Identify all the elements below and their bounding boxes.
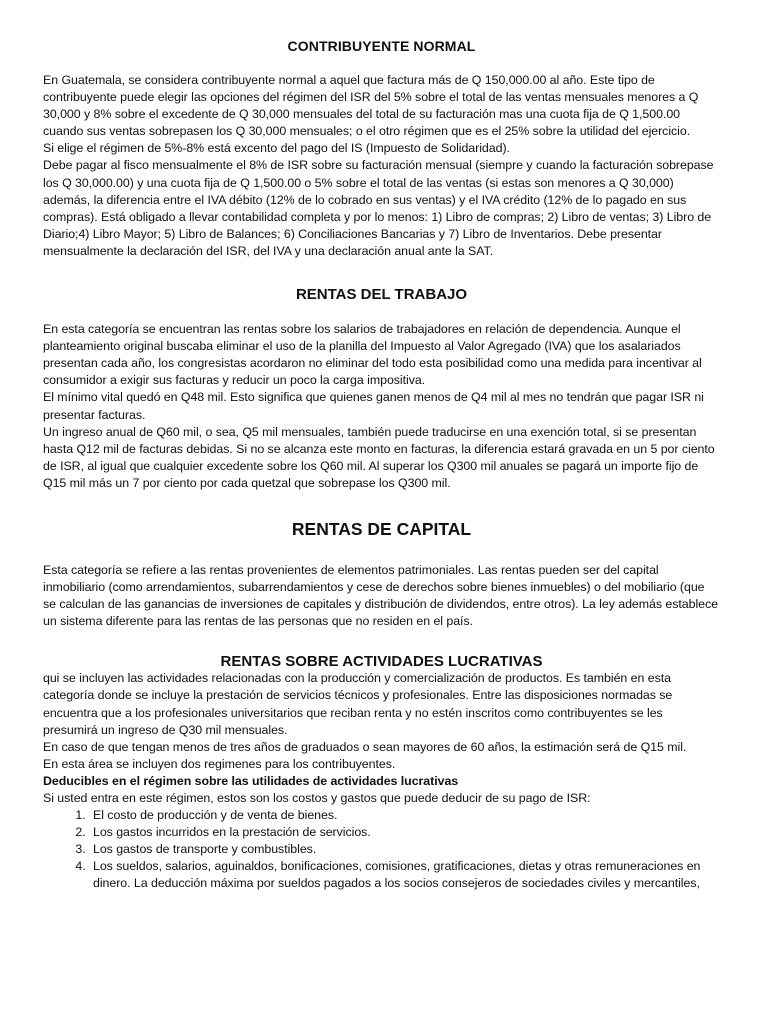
lucrativas-paragraph-1: qui se incluyen las actividades relacionadas con la producción y comercialización de productos. Es también en esta categoría donde se incluye la prestación de servicios técnicos y profesionales. Entre las disposiciones normadas se encuentra que a los profesionales universitarios que reciban renta y no estén inscritos como contribuyentes se les presumirá un ingreso de Q30 mil mensuales.	[43, 671, 673, 737]
trabajo-paragraph-1: En esta categoría se encuentran las rentas sobre los salarios de trabajadores en relación de dependencia. Aunque el planteamiento original buscaba eliminar el uso de la planilla del Impuesto al Valor Agregado (IVA) que los asalariados presentan cada año, los congresistas acordaron no eliminar del todo esta posibilidad como una medida para incentivar al consumidor a exigir sus facturas y reducir un poco la carga impositiva.	[43, 322, 702, 388]
heading-rentas-del-trabajo: RENTAS DEL TRABAJO	[295, 286, 468, 304]
lucrativas-paragraph-3: En esta área se incluyen dos regimenes para los contribuyentes.	[43, 756, 396, 771]
trabajo-paragraph-2: El mínimo vital quedó en Q48 mil. Esto significa que quienes ganen menos de Q4 mil al mes no tendrán que pagar ISR ni presentar facturas.	[43, 390, 704, 422]
deducibles-subheading: Deducibles en el régimen sobre las utilidades de actividades lucrativas	[43, 773, 459, 788]
trabajo-paragraph-3: Un ingreso anual de Q60 mil, o sea, Q5 mil mensuales, también puede traducirse en una exención total, si se presentan hasta Q12 mil de facturas debidas. Si no se alcanza este monto en facturas, la diferencia estará gravada en un 5 por ciento de ISR, al igual que cualquier excedente sobre los Q60 mil. Al superar los Q300 mil anuales se pagará un importe fijo de Q15 mil más un 7 por ciento por cada quetzal que sobrepase los Q300 mil.	[43, 424, 715, 490]
heading-contribuyente-normal: CONTRIBUYENTE NORMAL	[287, 38, 476, 54]
list-item: 1. El costo de producción y de venta de bienes.	[89, 807, 720, 824]
deducibles-list	[43, 807, 720, 892]
list-item: 2. Los gastos incurridos en la prestación de servicios.	[89, 824, 720, 841]
list-item: 4. Los sueldos, salarios, aguinaldos, bonificaciones, comisiones, gratificaciones, dietas y otras remuneraciones en dinero. La deducción máxima por sueldos pagados a los socios consejeros de sociedades civiles y mercantiles,	[89, 858, 720, 892]
heading-rentas-de-capital: RENTAS DE CAPITAL	[291, 518, 472, 539]
list-item: 3. Los gastos de transporte y combustibles.	[89, 841, 720, 858]
capital-paragraph-1: Esta categoría se refiere a las rentas provenientes de elementos patrimoniales. Las rentas pueden ser del capital inmobiliario (como arrendamientos, subarrendamientos y cese de derechos sobre bienes inmuebles) o del mobiliario (que se calculan de las ganancias de inversiones de capitales y distribución de dividendos, entre otros). La ley además establece un sistema diferente para las rentas de las personas que no residen en el país.	[43, 562, 719, 629]
contribuyente-paragraph-1: En Guatemala, se considera contribuyente normal a aquel que factura más de Q 150,000.00 al año. Este tipo de contribuyente puede elegir las opciones del régimen del ISR del 5% sobre el total de las ventas mensuales menores a Q 30,000 y 8% sobre el excedente de Q 30,000 mensuales del total de su facturación mas una cuota fija de Q 1,500.00 cuando sus ventas sobrepasen los Q 30,000 mensuales; o el otro régimen que es el 25% sobre la utilidad del ejercicio.	[43, 73, 699, 139]
contribuyente-paragraph-3: Debe pagar al fisco mensualmente el 8% de ISR sobre su facturación mensual (siempre y cuando la facturación sobrepase los Q 30,000.00) y una cuota fija de Q 1,500.00 o 5% sobre el total de las ventas (si estas son menores a Q 30,000) además, la diferencia entre el IVA débito (12% de lo cobrado en sus ventas) y el IVA crédito (12% de lo pagado en sus compras). Está obligado a llevar contabilidad completa y por lo menos: 1) Libro de compras; 2) Libro de ventas; 3) Libro de Diario;4) Libro Mayor; 5) Libro de Balances; 6) Conciliaciones Bancarias y 7) Libro de Inventarios. Debe presentar mensualmente la declaración del ISR, del IVA y una declaración anual ante la SAT.	[43, 158, 714, 258]
lucrativas-paragraph-4: Si usted entra en este régimen, estos son los costos y gastos que puede deducir de su pago de ISR:	[43, 791, 591, 805]
heading-rentas-actividades-lucrativas: RENTAS SOBRE ACTIVIDADES LUCRATIVAS	[220, 653, 543, 671]
contribuyente-paragraph-2: Si elige el régimen de 5%-8% está excento del pago del IS (Impuesto de Solidaridad).	[43, 141, 510, 156]
lucrativas-paragraph-2: En caso de que tengan menos de tres años de graduados o sean mayores de 60 años, la estimación será de Q15 mil.	[43, 739, 687, 754]
